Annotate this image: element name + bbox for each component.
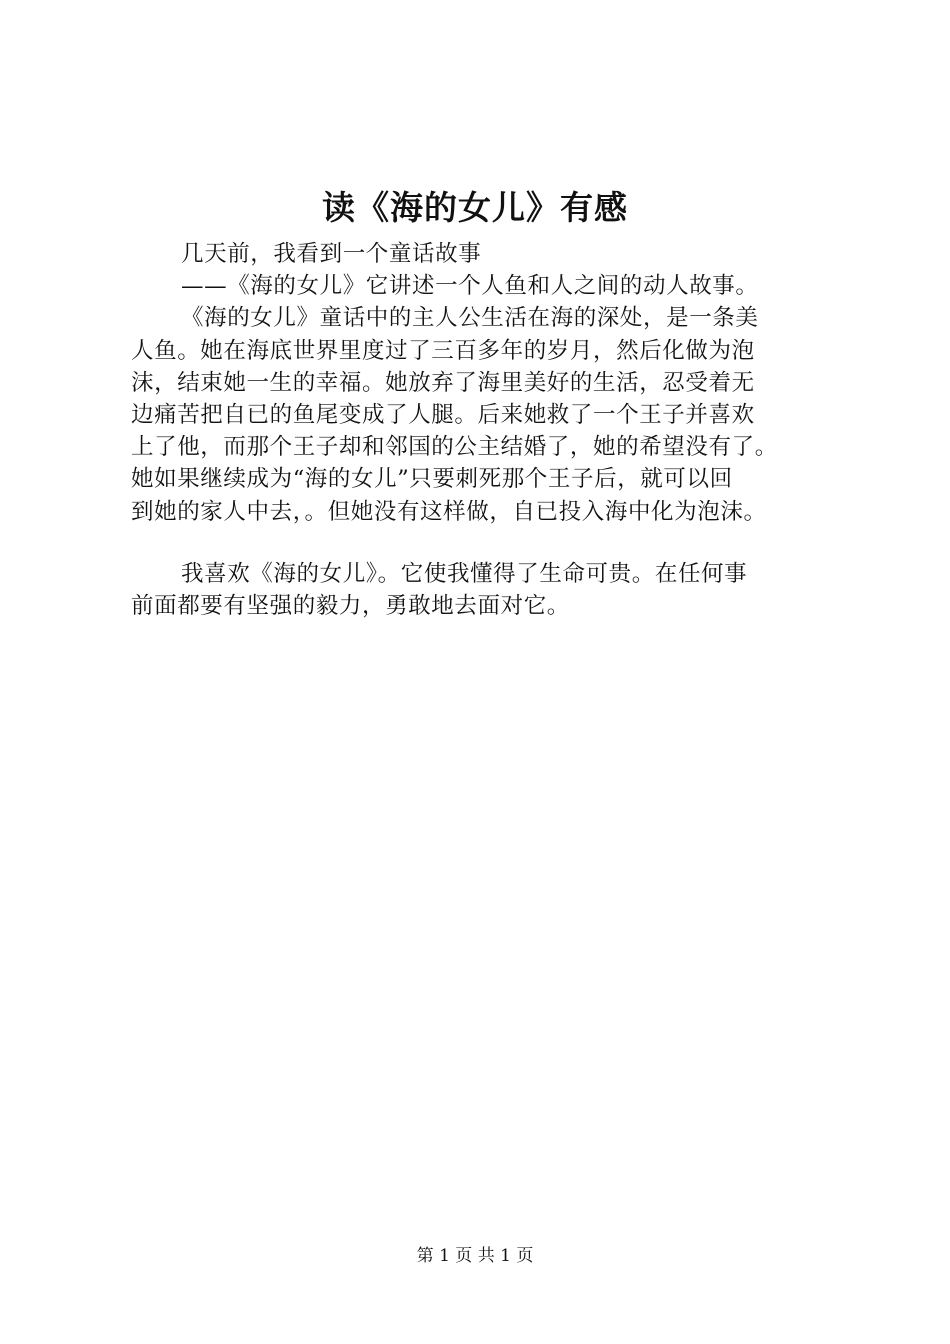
body-line: 上了他，而那个王子却和邻国的公主结婚了，她的希望没有了。 [131,434,778,461]
body-line: 边痛苦把自已的鱼尾变成了人腿。后来她救了一个王子并喜欢 [131,401,755,428]
body-line: 她如果继续成为“海的女儿”只要刺死那个王子后，就可以回 [131,466,733,493]
body-line: 沫，结束她一生的幸福。她放弃了海里美好的生活，忍受着无 [131,369,755,396]
page-footer: 第 1 页 共 1 页 [416,1246,534,1266]
body-line: ——《海的女儿》它讲述一个人鱼和人之间的动人故事。 [181,273,759,300]
document-body [131,238,851,622]
body-line: 几天前，我看到一个童话故事 [181,241,482,267]
document-title: 读《海的女儿》有感 [322,188,628,227]
body-line: 人鱼。她在海底世界里度过了三百多年的岁月，然后化做为泡 [131,337,755,364]
body-line: 到她的家人中去，。但她没有这样做，自已投入海中化为泡沫。 [131,498,767,525]
body-line: 《海的女儿》童话中的主人公生活在海的深处，是一条美 [181,305,759,332]
body-line: 前面都要有坚强的毅力，勇敢地去面对它。 [131,592,570,619]
body-line: 我喜欢《海的女儿》。它使我懂得了生命可贵。在任何事 [181,560,748,587]
paragraph-gap [131,528,851,558]
